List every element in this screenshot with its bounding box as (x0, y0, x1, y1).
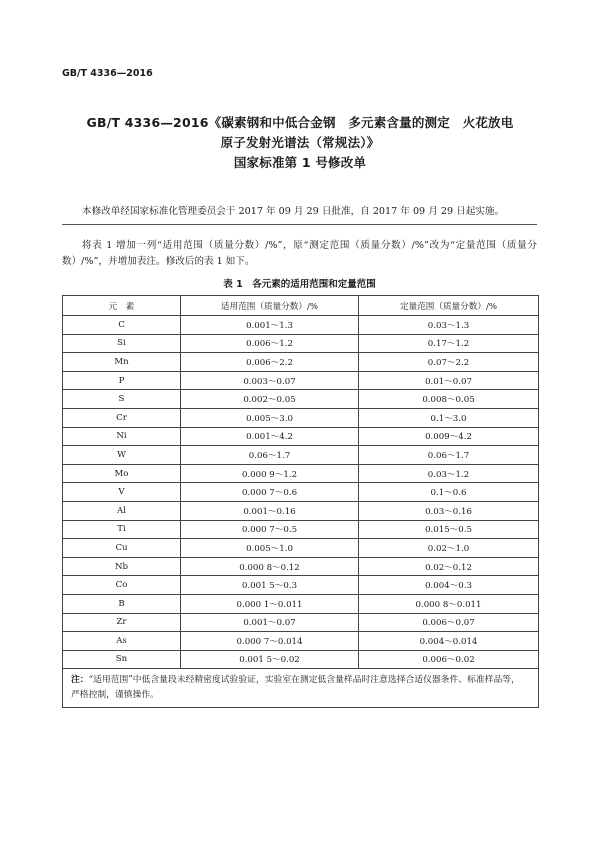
cell-element: S (63, 390, 181, 409)
table-row (63, 464, 539, 483)
approval-statement: 本修改单经国家标准化管理委员会于 2017 年 09 月 29 日批准，自 2017 年 09 月 29 日起实施。 (82, 206, 505, 217)
cell-quantitative-range: 0.1～0.6 (359, 483, 539, 502)
title-line-2: 原子发射光谱法（常规法）》 (220, 135, 380, 150)
table-row (63, 353, 539, 372)
cell-quantitative-range: 0.03～0.16 (359, 501, 539, 520)
cell-applicable-range: 0.000 9～1.2 (181, 464, 359, 483)
cell-element: Sn (63, 650, 181, 669)
table-row (63, 594, 539, 613)
title-line-3: 国家标准第 1 号修改单 (233, 155, 367, 170)
cell-applicable-range: 0.002～0.05 (181, 390, 359, 409)
note-label: 注： (71, 675, 89, 686)
cell-element: Zr (63, 613, 181, 632)
cell-element: Cr (63, 408, 181, 427)
cell-applicable-range: 0.001～0.07 (181, 613, 359, 632)
cell-applicable-range: 0.000 7～0.6 (181, 483, 359, 502)
table-caption: 表 1 各元素的适用范围和定量范围 (223, 279, 376, 290)
note-text: “适用范围”中低含量段未经精密度试验验证，实验室在测定低含量样品时注意选择合适仪器条件、标准样品等，严格控制，谨慎操作。 (71, 675, 520, 701)
cell-quantitative-range: 0.1～3.0 (359, 408, 539, 427)
header-applicable-range: 适用范围（质量分数）/% (181, 296, 359, 316)
document-title (60, 113, 540, 173)
cell-element: P (63, 371, 181, 390)
standard-number: GB/T 4336—2016 (62, 68, 153, 79)
cell-quantitative-range: 0.000 8～0.011 (359, 594, 539, 613)
table-row (63, 539, 539, 558)
table-row (63, 483, 539, 502)
table-row (63, 390, 539, 409)
cell-quantitative-range: 0.03～1.2 (359, 464, 539, 483)
cell-element: Si (63, 334, 181, 353)
cell-element: As (63, 632, 181, 651)
table-note (63, 669, 539, 708)
cell-applicable-range: 0.001 5～0.3 (181, 576, 359, 595)
table-row (63, 316, 539, 335)
header-quantitative-range: 定量范围（质量分数）/% (359, 296, 539, 316)
cell-quantitative-range: 0.015～0.5 (359, 520, 539, 539)
table-row (63, 334, 539, 353)
cell-quantitative-range: 0.06～1.7 (359, 446, 539, 465)
divider (62, 224, 537, 225)
table-row (63, 446, 539, 465)
cell-applicable-range: 0.06～1.7 (181, 446, 359, 465)
cell-applicable-range: 0.000 7～0.014 (181, 632, 359, 651)
table-row (63, 520, 539, 539)
table-row (63, 557, 539, 576)
table-row (63, 632, 539, 651)
cell-quantitative-range: 0.02～1.0 (359, 539, 539, 558)
amendment-paragraph: 将表 1 增加一列“适用范围（质量分数）/%”，原“测定范围（质量分数）/%”改为“定量范围（质量分数）/%”，并增加表注。修改后的表 1 如下。 (62, 240, 537, 267)
cell-quantitative-range: 0.009～4.2 (359, 427, 539, 446)
title-line-1: GB/T 4336—2016《碳素钢和中低合金钢 多元素含量的测定 火花放电 (86, 115, 514, 130)
cell-applicable-range: 0.001～1.3 (181, 316, 359, 335)
cell-applicable-range: 0.001～0.16 (181, 501, 359, 520)
table-header-row (63, 296, 539, 316)
cell-element: Mo (63, 464, 181, 483)
table-row (63, 371, 539, 390)
cell-quantitative-range: 0.03～1.3 (359, 316, 539, 335)
table-row (63, 427, 539, 446)
cell-applicable-range: 0.006～1.2 (181, 334, 359, 353)
cell-applicable-range: 0.000 7～0.5 (181, 520, 359, 539)
cell-applicable-range: 0.005～3.0 (181, 408, 359, 427)
table-row (63, 408, 539, 427)
cell-element: Mn (63, 353, 181, 372)
cell-applicable-range: 0.000 8～0.12 (181, 557, 359, 576)
cell-quantitative-range: 0.02～0.12 (359, 557, 539, 576)
cell-applicable-range: 0.001 5～0.02 (181, 650, 359, 669)
table-row (63, 650, 539, 669)
cell-element: V (63, 483, 181, 502)
cell-applicable-range: 0.005～1.0 (181, 539, 359, 558)
cell-quantitative-range: 0.01～0.07 (359, 371, 539, 390)
cell-element: Ti (63, 520, 181, 539)
cell-element: Ni (63, 427, 181, 446)
element-range-table (62, 295, 539, 708)
table-note-row (63, 669, 539, 708)
cell-element: Al (63, 501, 181, 520)
header-element: 元 素 (63, 296, 181, 316)
cell-element: C (63, 316, 181, 335)
cell-quantitative-range: 0.004～0.014 (359, 632, 539, 651)
cell-applicable-range: 0.000 1～0.011 (181, 594, 359, 613)
cell-applicable-range: 0.003～0.07 (181, 371, 359, 390)
cell-element: Cu (63, 539, 181, 558)
cell-quantitative-range: 0.008～0.05 (359, 390, 539, 409)
cell-quantitative-range: 0.006～0.07 (359, 613, 539, 632)
cell-element: Nb (63, 557, 181, 576)
cell-element: Co (63, 576, 181, 595)
cell-applicable-range: 0.006～2.2 (181, 353, 359, 372)
cell-element: W (63, 446, 181, 465)
cell-quantitative-range: 0.17～1.2 (359, 334, 539, 353)
cell-quantitative-range: 0.004～0.3 (359, 576, 539, 595)
cell-element: B (63, 594, 181, 613)
cell-applicable-range: 0.001～4.2 (181, 427, 359, 446)
table-row (63, 501, 539, 520)
table-row (63, 613, 539, 632)
cell-quantitative-range: 0.07～2.2 (359, 353, 539, 372)
table-row (63, 576, 539, 595)
cell-quantitative-range: 0.006～0.02 (359, 650, 539, 669)
